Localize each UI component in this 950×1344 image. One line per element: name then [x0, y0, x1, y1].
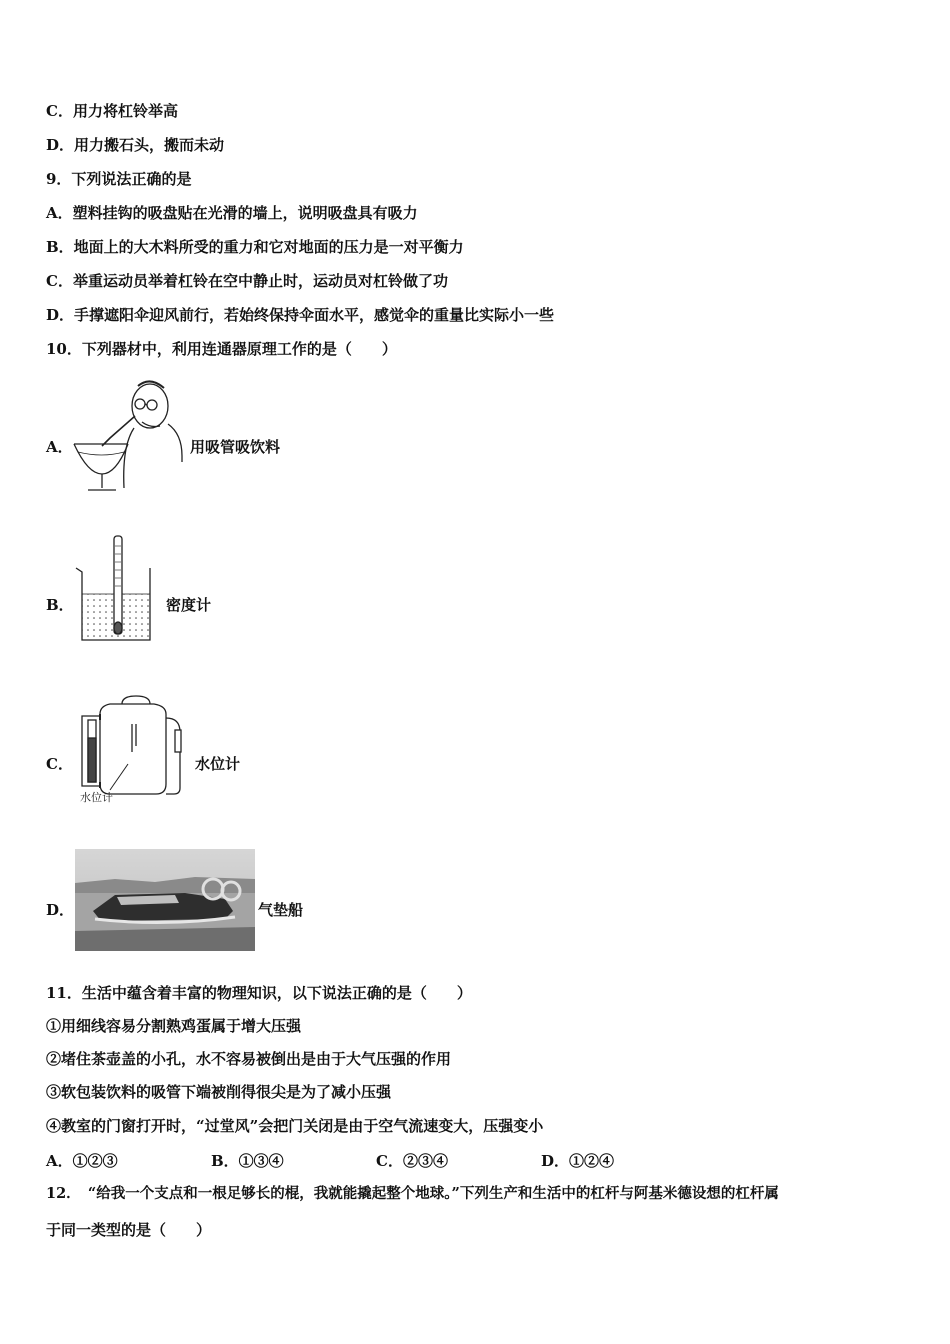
q10-option-b-label: B．: [46, 596, 74, 614]
q9-option-a: A．塑料挂钩的吸盘贴在光滑的墙上，说明吸盘具有吸力: [46, 204, 418, 222]
q12-stem-line-1: 12． “给我一个支点和一根足够长的棍，我就能撬起整个地球。”下列生产和生活中的杠杆与阿基米德设想的杠杆属: [46, 1185, 779, 1202]
q9-option-b: B．地面上的大木料所受的重力和它对地面的压力是一对平衡力: [46, 238, 464, 256]
hydrometer-figure: [74, 532, 156, 644]
q11-choice-d: D．①②④: [541, 1152, 615, 1170]
q11-choice-b: B．①③④: [211, 1152, 284, 1170]
q9-option-d: D．手撑遮阳伞迎风前行，若始终保持伞面水平，感觉伞的重量比实际小一些: [46, 306, 555, 324]
q11-statement-4: ④教室的门窗打开时，“过堂风”会把门关闭是由于空气流速变大，压强变小: [46, 1117, 544, 1135]
q11-statement-3: ③软包装饮料的吸管下端被削得很尖是为了减小压强: [46, 1083, 392, 1101]
hovercraft-photo: [75, 849, 255, 951]
q10-stem: 10．下列器材中，利用连通器原理工作的是（ ）: [46, 340, 397, 358]
q10-option-a-label: A．: [46, 438, 73, 456]
q11-statement-2: ②堵住茶壶盖的小孔，水不容易被倒出是由于大气压强的作用: [46, 1050, 452, 1068]
q10-option-c-caption: 水位计: [195, 755, 241, 773]
q8-option-c: C．用力将杠铃举高: [46, 102, 178, 120]
q10-option-a-caption: 用吸管吸饮料: [190, 438, 281, 456]
q10-option-d-label: D．: [46, 901, 75, 919]
q12-stem-line-2: 于同一类型的是（ ）: [46, 1221, 212, 1239]
q10-option-c-label: C．: [46, 755, 73, 773]
water-gauge-figure: [74, 694, 188, 806]
straw-drinking-figure: [72, 378, 187, 493]
q11-choice-a: A．①②③: [46, 1152, 118, 1170]
q11-stem: 11．生活中蕴含着丰富的物理知识，以下说法正确的是（ ）: [46, 984, 472, 1002]
q10-option-b-caption: 密度计: [166, 596, 212, 614]
q11-statement-1: ①用细线容易分割熟鸡蛋属于增大压强: [46, 1017, 302, 1035]
q10-option-d-caption: 气垫船: [258, 901, 304, 919]
q11-choice-c: C．②③④: [376, 1152, 448, 1170]
q9-stem: 9．下列说法正确的是: [46, 170, 192, 188]
water-gauge-figure-label: 水位计: [80, 791, 113, 804]
q8-option-d: D．用力搬石头，搬而未动: [46, 136, 225, 154]
q9-option-c: C．举重运动员举着杠铃在空中静止时，运动员对杠铃做了功: [46, 272, 448, 290]
